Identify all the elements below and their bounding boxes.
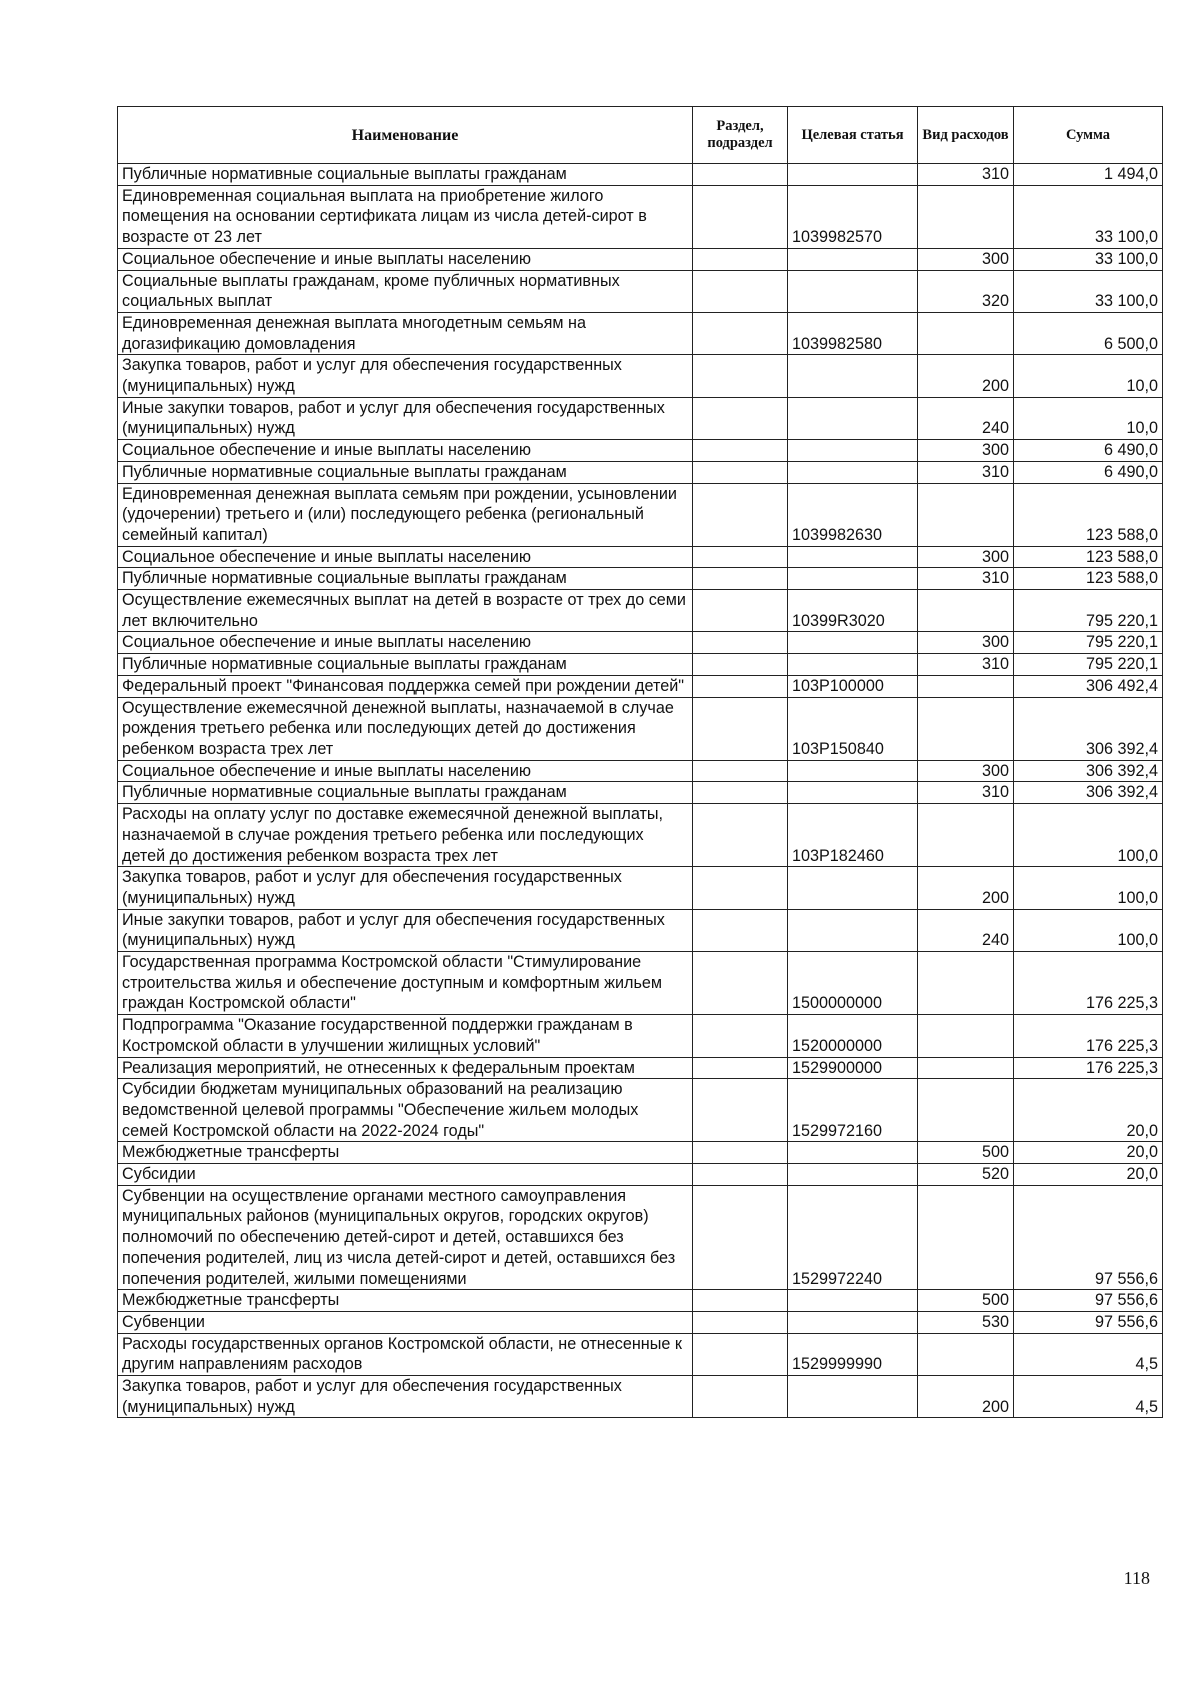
cell-kind: 300 (918, 440, 1014, 462)
table-row (118, 760, 1163, 782)
cell-section (693, 1185, 788, 1290)
cell-section (693, 1311, 788, 1333)
cell-target: 103P182460 (788, 804, 918, 867)
cell-sum: 20,0 (1014, 1142, 1163, 1164)
cell-sum: 100,0 (1014, 804, 1163, 867)
cell-target (788, 1311, 918, 1333)
table-row (118, 1079, 1163, 1142)
cell-section (693, 654, 788, 676)
cell-kind: 200 (918, 867, 1014, 909)
table-row (118, 590, 1163, 632)
table-row (118, 782, 1163, 804)
cell-section (693, 697, 788, 760)
cell-section (693, 1290, 788, 1312)
table-row (118, 1311, 1163, 1333)
table-row (118, 568, 1163, 590)
cell-sum: 20,0 (1014, 1079, 1163, 1142)
cell-section (693, 355, 788, 397)
cell-sum: 100,0 (1014, 909, 1163, 951)
cell-target (788, 760, 918, 782)
budget-table (117, 106, 1163, 1418)
cell-sum: 123 588,0 (1014, 483, 1163, 546)
cell-section (693, 1057, 788, 1079)
table-row (118, 1185, 1163, 1290)
cell-section (693, 867, 788, 909)
cell-sum: 306 492,4 (1014, 675, 1163, 697)
cell-kind: 520 (918, 1164, 1014, 1186)
cell-sum: 6 490,0 (1014, 461, 1163, 483)
cell-target: 1529972240 (788, 1185, 918, 1290)
cell-section (693, 590, 788, 632)
table-body (118, 164, 1163, 1418)
cell-target (788, 1142, 918, 1164)
cell-kind: 300 (918, 760, 1014, 782)
cell-kind (918, 185, 1014, 248)
page-number: 118 (1123, 1568, 1150, 1588)
cell-kind (918, 1185, 1014, 1290)
cell-name: Субвенции на осуществление органами местного самоуправления муниципальных районов (муниципальных округов, городских округов) полномочий по обеспечению детей-сирот и детей, оставшихся без попечения родителей, лиц из числа детей-сирот и детей, оставшихся без попечения родителей, жилыми помещениями (118, 1185, 693, 1290)
cell-section (693, 760, 788, 782)
cell-kind (918, 675, 1014, 697)
cell-target: 103P100000 (788, 675, 918, 697)
cell-target (788, 248, 918, 270)
cell-kind (918, 312, 1014, 354)
cell-section (693, 675, 788, 697)
cell-sum: 4,5 (1014, 1333, 1163, 1375)
cell-sum: 306 392,4 (1014, 782, 1163, 804)
cell-section (693, 461, 788, 483)
cell-section (693, 483, 788, 546)
cell-sum: 10,0 (1014, 397, 1163, 439)
table-row (118, 483, 1163, 546)
cell-sum: 20,0 (1014, 1164, 1163, 1186)
cell-target (788, 632, 918, 654)
cell-name: Расходы государственных органов Костромской области, не отнесенные к другим направлениям расходов (118, 1333, 693, 1375)
table-row (118, 355, 1163, 397)
header-name: Наименование (118, 107, 693, 164)
cell-section (693, 1015, 788, 1057)
cell-sum: 795 220,1 (1014, 632, 1163, 654)
cell-kind: 300 (918, 248, 1014, 270)
cell-section (693, 782, 788, 804)
table-row (118, 312, 1163, 354)
cell-name: Межбюджетные трансферты (118, 1142, 693, 1164)
cell-section (693, 248, 788, 270)
cell-target (788, 546, 918, 568)
cell-section (693, 632, 788, 654)
cell-kind: 500 (918, 1142, 1014, 1164)
cell-name: Публичные нормативные социальные выплаты гражданам (118, 164, 693, 186)
cell-name: Публичные нормативные социальные выплаты гражданам (118, 782, 693, 804)
table-row (118, 546, 1163, 568)
cell-sum: 176 225,3 (1014, 952, 1163, 1015)
cell-name: Единовременная денежная выплата многодетным семьям на догазификацию домовладения (118, 312, 693, 354)
cell-target (788, 270, 918, 312)
table-row (118, 909, 1163, 951)
cell-name: Социальное обеспечение и иные выплаты населению (118, 248, 693, 270)
cell-sum: 1 494,0 (1014, 164, 1163, 186)
cell-name: Межбюджетные трансферты (118, 1290, 693, 1312)
cell-name: Социальное обеспечение и иные выплаты населению (118, 760, 693, 782)
cell-kind: 300 (918, 546, 1014, 568)
cell-kind: 310 (918, 461, 1014, 483)
cell-target: 1520000000 (788, 1015, 918, 1057)
cell-kind: 240 (918, 397, 1014, 439)
cell-sum: 33 100,0 (1014, 248, 1163, 270)
cell-target: 1500000000 (788, 952, 918, 1015)
cell-name: Иные закупки товаров, работ и услуг для обеспечения государственных (муниципальных) нужд (118, 909, 693, 951)
cell-section (693, 397, 788, 439)
cell-target (788, 164, 918, 186)
cell-section (693, 546, 788, 568)
cell-target (788, 461, 918, 483)
cell-name: Закупка товаров, работ и услуг для обеспечения государственных (муниципальных) нужд (118, 355, 693, 397)
cell-section (693, 804, 788, 867)
cell-target: 1039982570 (788, 185, 918, 248)
table-row (118, 1333, 1163, 1375)
table-row (118, 804, 1163, 867)
cell-name: Единовременная денежная выплата семьям при рождении, усыновлении (удочерении) третьего и (или) последующего ребенка (региональный семейный капитал) (118, 483, 693, 546)
cell-name: Публичные нормативные социальные выплаты гражданам (118, 654, 693, 676)
cell-section (693, 952, 788, 1015)
cell-name: Субсидии бюджетам муниципальных образований на реализацию ведомственной целевой программы "Обеспечение жильем молодых семей Костромской области на 2022-2024 годы" (118, 1079, 693, 1142)
header-sum: Сумма (1014, 107, 1163, 164)
cell-kind (918, 952, 1014, 1015)
table-row (118, 1015, 1163, 1057)
cell-section (693, 164, 788, 186)
cell-name: Иные закупки товаров, работ и услуг для обеспечения государственных (муниципальных) нужд (118, 397, 693, 439)
cell-name: Федеральный проект "Финансовая поддержка семей при рождении детей" (118, 675, 693, 697)
cell-kind (918, 1333, 1014, 1375)
cell-name: Реализация мероприятий, не отнесенных к федеральным проектам (118, 1057, 693, 1079)
cell-target (788, 355, 918, 397)
table-row (118, 867, 1163, 909)
cell-name: Расходы на оплату услуг по доставке ежемесячной денежной выплаты, назначаемой в случае рождения третьего ребенка или последующих детей до достижения ребенком возраста трех лет (118, 804, 693, 867)
cell-section (693, 568, 788, 590)
cell-sum: 33 100,0 (1014, 270, 1163, 312)
table-row (118, 270, 1163, 312)
cell-kind: 200 (918, 355, 1014, 397)
table-row (118, 1164, 1163, 1186)
cell-target (788, 440, 918, 462)
cell-section (693, 440, 788, 462)
cell-kind: 200 (918, 1376, 1014, 1418)
cell-target: 103P150840 (788, 697, 918, 760)
table-row (118, 461, 1163, 483)
cell-kind: 240 (918, 909, 1014, 951)
cell-sum: 6 500,0 (1014, 312, 1163, 354)
cell-sum: 100,0 (1014, 867, 1163, 909)
header-section: Раздел, подраздел (693, 107, 788, 164)
cell-name: Закупка товаров, работ и услуг для обеспечения государственных (муниципальных) нужд (118, 867, 693, 909)
cell-kind (918, 1015, 1014, 1057)
header-target: Целевая статья (788, 107, 918, 164)
cell-sum: 795 220,1 (1014, 590, 1163, 632)
cell-kind: 530 (918, 1311, 1014, 1333)
cell-kind (918, 697, 1014, 760)
cell-name: Социальное обеспечение и иные выплаты населению (118, 632, 693, 654)
table-row (118, 440, 1163, 462)
cell-section (693, 185, 788, 248)
cell-sum: 97 556,6 (1014, 1311, 1163, 1333)
cell-sum: 795 220,1 (1014, 654, 1163, 676)
cell-target: 10399R3020 (788, 590, 918, 632)
cell-kind (918, 1079, 1014, 1142)
cell-name: Закупка товаров, работ и услуг для обеспечения государственных (муниципальных) нужд (118, 1376, 693, 1418)
cell-name: Субвенции (118, 1311, 693, 1333)
cell-target (788, 909, 918, 951)
cell-target (788, 1290, 918, 1312)
cell-target (788, 867, 918, 909)
table-row (118, 952, 1163, 1015)
table-row (118, 164, 1163, 186)
cell-kind: 320 (918, 270, 1014, 312)
cell-target: 1039982580 (788, 312, 918, 354)
cell-name: Социальное обеспечение и иные выплаты населению (118, 440, 693, 462)
cell-target (788, 568, 918, 590)
cell-name: Осуществление ежемесячной денежной выплаты, назначаемой в случае рождения третьего ребенка или последующих детей до достижения ребенком возраста трех лет (118, 697, 693, 760)
cell-name: Социальные выплаты гражданам, кроме публичных нормативных социальных выплат (118, 270, 693, 312)
table-row (118, 1290, 1163, 1312)
table-row (118, 632, 1163, 654)
table-row (118, 675, 1163, 697)
cell-kind (918, 483, 1014, 546)
table-row (118, 397, 1163, 439)
cell-sum: 10,0 (1014, 355, 1163, 397)
cell-target: 1039982630 (788, 483, 918, 546)
cell-section (693, 312, 788, 354)
table-row (118, 1057, 1163, 1079)
cell-kind: 310 (918, 654, 1014, 676)
header-kind: Вид расходов (918, 107, 1014, 164)
cell-kind: 310 (918, 568, 1014, 590)
cell-name: Публичные нормативные социальные выплаты гражданам (118, 568, 693, 590)
cell-sum: 6 490,0 (1014, 440, 1163, 462)
table-row (118, 1376, 1163, 1418)
cell-kind: 310 (918, 782, 1014, 804)
cell-target (788, 1376, 918, 1418)
cell-sum: 97 556,6 (1014, 1290, 1163, 1312)
cell-kind (918, 1057, 1014, 1079)
cell-section (693, 1079, 788, 1142)
table-header-row (118, 107, 1163, 164)
cell-kind (918, 590, 1014, 632)
cell-sum: 33 100,0 (1014, 185, 1163, 248)
cell-sum: 176 225,3 (1014, 1015, 1163, 1057)
cell-kind: 310 (918, 164, 1014, 186)
table-row (118, 697, 1163, 760)
cell-section (693, 1142, 788, 1164)
table-row (118, 248, 1163, 270)
cell-kind: 500 (918, 1290, 1014, 1312)
table-row (118, 185, 1163, 248)
cell-sum: 123 588,0 (1014, 568, 1163, 590)
cell-name: Государственная программа Костромской области "Стимулирование строительства жилья и обеспечение доступным и комфортным жильем граждан Костромской области" (118, 952, 693, 1015)
cell-target: 1529999990 (788, 1333, 918, 1375)
cell-name: Публичные нормативные социальные выплаты гражданам (118, 461, 693, 483)
cell-name: Единовременная социальная выплата на приобретение жилого помещения на основании сертификата лицам из числа детей-сирот в возрасте от 23 лет (118, 185, 693, 248)
cell-sum: 4,5 (1014, 1376, 1163, 1418)
cell-section (693, 270, 788, 312)
cell-kind (918, 804, 1014, 867)
cell-sum: 306 392,4 (1014, 760, 1163, 782)
cell-target (788, 654, 918, 676)
cell-sum: 97 556,6 (1014, 1185, 1163, 1290)
cell-target (788, 397, 918, 439)
cell-section (693, 909, 788, 951)
table-row (118, 654, 1163, 676)
cell-sum: 176 225,3 (1014, 1057, 1163, 1079)
cell-target: 1529972160 (788, 1079, 918, 1142)
cell-name: Социальное обеспечение и иные выплаты населению (118, 546, 693, 568)
cell-name: Субсидии (118, 1164, 693, 1186)
cell-name: Подпрограмма "Оказание государственной поддержки гражданам в Костромской области в улучшении жилищных условий" (118, 1015, 693, 1057)
cell-sum: 306 392,4 (1014, 697, 1163, 760)
cell-kind: 300 (918, 632, 1014, 654)
cell-name: Осуществление ежемесячных выплат на детей в возрасте от трех до семи лет включительно (118, 590, 693, 632)
cell-target (788, 782, 918, 804)
cell-section (693, 1376, 788, 1418)
cell-target (788, 1164, 918, 1186)
cell-sum: 123 588,0 (1014, 546, 1163, 568)
cell-section (693, 1333, 788, 1375)
cell-target: 1529900000 (788, 1057, 918, 1079)
cell-section (693, 1164, 788, 1186)
table-row (118, 1142, 1163, 1164)
